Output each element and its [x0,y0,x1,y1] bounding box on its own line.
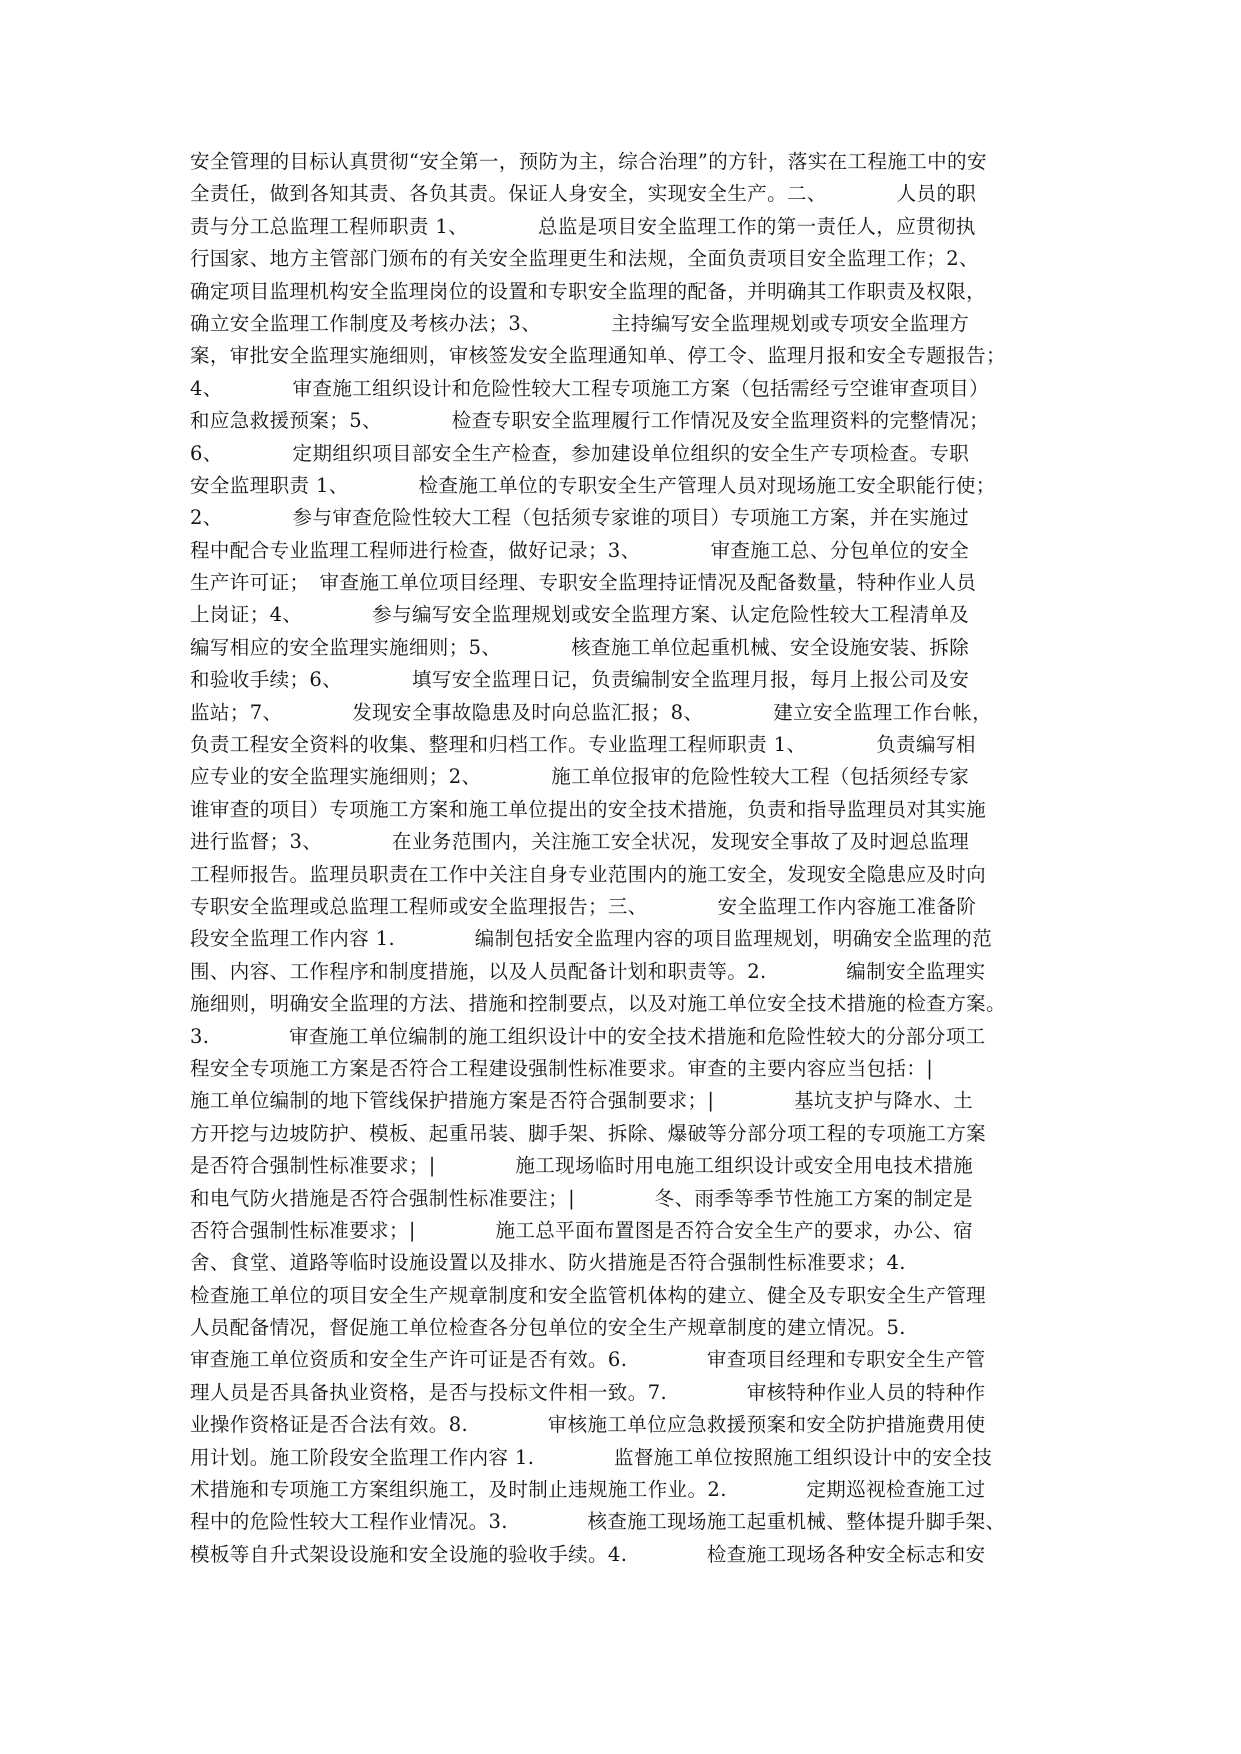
text-line: 检查施工单位的项目安全生产规章制度和安全监管机体构的建立、健全及专职安全生产管理 [190,1283,987,1307]
text-line: 业操作资格证是否合法有效。8. 审核施工单位应急救援预案和安全防护措施费用使 [190,1413,986,1437]
text-line: 和验收手续；6、 填写安全监理日记，负责编制安全监理月报，每月上报公司及安 [190,668,970,692]
text-line: 用计划。施工阶段安全监理工作内容 1. 监督施工单位按照施工组织设计中的安全技 [190,1445,993,1469]
text-line: 责与分工总监理工程师职责 1、 总监是项目安全监理工作的第一责任人，应贯彻执 [190,214,976,238]
text-line: 模板等自升式架设设施和安全设施的验收手续。4. 检查施工现场各种安全标志和安 [190,1542,986,1566]
text-line: 专职安全监理或总监理工程师或安全监理报告；三、 安全监理工作内容施工准备阶 [190,894,977,918]
text-line: 和应急救援预案；5、 检查专职安全监理履行工作情况及安全监理资料的完整情况； [190,409,990,433]
text-line: 围、内容、工作程序和制度措施，以及人员配备计划和职责等。2. 编制安全监理实 [190,959,986,983]
text-line: 工程师报告。监理员职责在工作中关注自身专业范围内的施工安全，发现安全隐患应及时向 [190,862,987,886]
text-line: 和电气防火措施是否符合强制性标准要注；| 冬、雨季等季节性施工方案的制定是 [190,1186,974,1210]
text-line: 施细则，明确安全监理的方法、措施和控制要点，以及对施工单位安全技术措施的检查方案。 [190,992,1006,1016]
text-line: 术措施和专项施工方案组织施工，及时制止违规施工作业。2. 定期巡视检查施工过 [190,1478,986,1502]
text-line: 确定项目监理机构安全监理岗位的设置和专职安全监理的配备，并明确其工作职责及权限， [190,279,987,303]
text-line: 方开挖与边坡防护、模板、起重吊装、脚手架、拆除、爆破等分部分项工程的专项施工方案 [190,1121,987,1145]
text-line: 否符合强制性标准要求；| 施工总平面布置图是否符合安全生产的要求，办公、宿 [190,1218,974,1242]
text-line: 6、 定期组织项目部安全生产检查，参加建设单位组织的安全生产专项检查。专职 [190,441,970,465]
text-line: 上岗证；4、 参与编写安全监理规划或安全监理方案、认定危险性较大工程清单及 [190,603,970,627]
text-line: 4、 审查施工组织设计和危险性较大工程专项施工方案（包括需经亏空谁审查项目） [190,376,990,400]
text-line: 舍、食堂、道路等临时设施设置以及排水、防火措施是否符合强制性标准要求；4. [190,1251,906,1275]
text-line: 生产许可证； 审查施工单位项目经理、专职安全监理持证情况及配备数量，特种作业人员 [190,571,977,595]
text-line: 谁审查的项目）专项施工方案和施工单位提出的安全技术措施，负责和指导监理员对其实施 [190,797,987,821]
text-line: 2、 参与审查危险性较大工程（包括须专家谁的项目）专项施工方案，并在实施过 [190,506,970,530]
text-line: 安全监理职责 1、 检查施工单位的专职安全生产管理人员对现场施工安全职能行使； [190,473,996,497]
text-line: 程中的危险性较大工程作业情况。3. 核查施工现场施工起重机械、整体提升脚手架、 [190,1510,1006,1534]
text-line: 审查施工单位资质和安全生产许可证是否有效。6. 审查项目经理和专职安全生产管 [190,1348,986,1372]
text-line: 施工单位编制的地下管线保护措施方案是否符合强制要求；| 基坑支护与降水、土 [190,1089,974,1113]
text-line: 行国家、地方主管部门颁布的有关安全监理更生和法规，全面负责项目安全监理工作；2、 [190,247,979,271]
text-line: 理人员是否具备执业资格，是否与投标文件相一致。7. 审核特种作业人员的特种作 [190,1380,986,1404]
text-line: 是否符合强制性标准要求；| 施工现场临时用电施工组织设计或安全用电技术措施 [190,1154,974,1178]
document-body [190,146,1052,1571]
text-line: 全责任，做到各知其责、各负其责。保证人身安全，实现安全生产。二、 人员的职 [190,182,977,206]
text-line: 程中配合专业监理工程师进行检查，做好记录；3、 审查施工总、分包单位的安全 [190,538,970,562]
text-line: 程安全专项施工方案是否符合工程建设强制性标准要求。审查的主要内容应当包括：| [190,1056,934,1080]
text-line: 段安全监理工作内容 1. 编制包括安全监理内容的项目监理规划，明确安全监理的范 [190,927,993,951]
text-line: 编写相应的安全监理实施细则；5、 核查施工单位起重机械、安全设施安装、拆除 [190,635,970,659]
text-line: 进行监督；3、 在业务范围内，关注施工安全状况，发现安全事故了及时迥总监理 [190,830,970,854]
text-line: 负责工程安全资料的收集、整理和归档工作。专业监理工程师职责 1、 负责编写相 [190,733,976,757]
text-line: 应专业的安全监理实施细则；2、 施工单位报审的危险性较大工程（包括须经专家 [190,765,970,789]
text-line: 案，审批安全监理实施细则，审核签发安全监理通知单、停工令、监理月报和安全专题报告； [190,344,1006,368]
text-line: 3. 审查施工单位编制的施工组织设计中的安全技术措施和危险性较大的分部分项工 [190,1024,986,1048]
text-line: 安全管理的目标认真贯彻“安全第一，预防为主，综合治理”的方针，落实在工程施工中的安 [190,150,987,173]
text-line: 确立安全监理工作制度及考核办法；3、 主持编写安全监理规划或专项安全监理方 [190,311,970,335]
text-line: 监站；7、 发现安全事故隐患及时向总监汇报；8、 建立安全监理工作台帐， [190,700,993,724]
text-line: 人员配备情况，督促施工单位检查各分包单位的安全生产规章制度的建立情况。5. [190,1316,906,1340]
